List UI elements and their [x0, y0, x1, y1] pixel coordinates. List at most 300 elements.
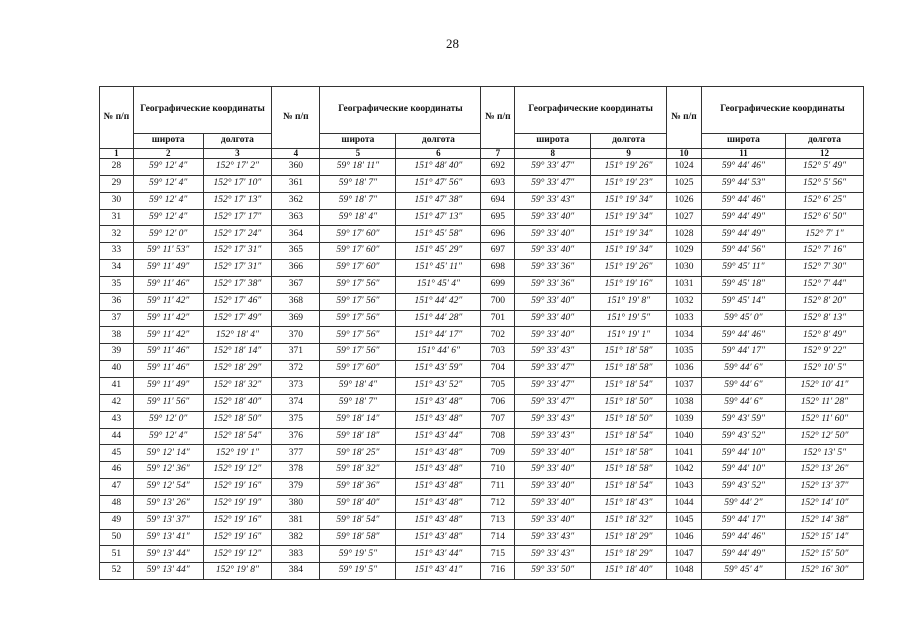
table-row	[100, 512, 864, 529]
point-number-cell: 695	[481, 209, 515, 226]
longitude-cell: 152° 18′ 50″	[203, 411, 272, 428]
latitude-cell: 59° 33′ 40″	[515, 209, 591, 226]
point-number-cell: 698	[481, 260, 515, 277]
point-number-cell: 33	[100, 243, 134, 260]
longitude-cell: 151° 45′ 11″	[396, 260, 481, 277]
point-number-cell: 36	[100, 293, 134, 310]
point-number-cell: 30	[100, 192, 134, 209]
latitude-cell: 59° 12′ 4″	[133, 192, 203, 209]
latitude-cell: 59° 17′ 60″	[320, 260, 396, 277]
longitude-cell: 152° 7′ 1″	[785, 226, 863, 243]
point-number-cell: 1047	[667, 546, 702, 563]
latitude-cell: 59° 33′ 40″	[515, 512, 591, 529]
latitude-cell: 59° 18′ 25″	[320, 445, 396, 462]
point-number-cell: 706	[481, 394, 515, 411]
latitude-cell: 59° 33′ 43″	[515, 411, 591, 428]
latitude-cell: 59° 17′ 56″	[320, 327, 396, 344]
latitude-cell: 59° 33′ 47″	[515, 377, 591, 394]
longitude-cell: 151° 19′ 8″	[591, 293, 667, 310]
point-number-cell: 28	[100, 159, 134, 176]
longitude-cell: 152° 19′ 16″	[203, 479, 272, 496]
latitude-cell: 59° 44′ 17″	[701, 344, 785, 361]
latitude-cell: 59° 33′ 40″	[515, 462, 591, 479]
longitude-cell: 152° 10′ 41″	[785, 377, 863, 394]
longitude-header: долгота	[396, 134, 481, 149]
point-number-cell: 32	[100, 226, 134, 243]
longitude-cell: 151° 47′ 38″	[396, 192, 481, 209]
point-number-cell: 692	[481, 159, 515, 176]
latitude-cell: 59° 44′ 6″	[701, 394, 785, 411]
number-header: № п/п	[272, 87, 320, 149]
point-number-cell: 362	[272, 192, 320, 209]
latitude-header: широта	[320, 134, 396, 149]
longitude-cell: 152° 18′ 32″	[203, 377, 272, 394]
point-number-cell: 41	[100, 377, 134, 394]
latitude-cell: 59° 12′ 36″	[133, 462, 203, 479]
point-number-cell: 1042	[667, 462, 702, 479]
longitude-cell: 152° 6′ 50″	[785, 209, 863, 226]
latitude-cell: 59° 19′ 5″	[320, 546, 396, 563]
table-row	[100, 192, 864, 209]
latitude-header: широта	[515, 134, 591, 149]
point-number-cell: 46	[100, 462, 134, 479]
latitude-cell: 59° 45′ 14″	[701, 293, 785, 310]
column-number: 11	[701, 149, 785, 159]
longitude-header: долгота	[785, 134, 863, 149]
latitude-cell: 59° 44′ 46″	[701, 159, 785, 176]
longitude-cell: 152° 7′ 30″	[785, 260, 863, 277]
longitude-cell: 151° 44′ 42″	[396, 293, 481, 310]
longitude-cell: 151° 18′ 54″	[591, 479, 667, 496]
point-number-cell: 705	[481, 377, 515, 394]
point-number-cell: 707	[481, 411, 515, 428]
column-number: 5	[320, 149, 396, 159]
latitude-cell: 59° 18′ 4″	[320, 377, 396, 394]
point-number-cell: 1046	[667, 529, 702, 546]
point-number-cell: 1043	[667, 479, 702, 496]
latitude-cell: 59° 18′ 54″	[320, 512, 396, 529]
point-number-cell: 1040	[667, 428, 702, 445]
longitude-cell: 152° 14′ 38″	[785, 512, 863, 529]
longitude-cell: 152° 17′ 31″	[203, 260, 272, 277]
longitude-cell: 151° 44′ 17″	[396, 327, 481, 344]
latitude-cell: 59° 43′ 52″	[701, 428, 785, 445]
point-number-cell: 1039	[667, 411, 702, 428]
latitude-cell: 59° 33′ 36″	[515, 276, 591, 293]
point-number-cell: 51	[100, 546, 134, 563]
point-number-cell: 1031	[667, 276, 702, 293]
latitude-cell: 59° 13′ 41″	[133, 529, 203, 546]
point-number-cell: 696	[481, 226, 515, 243]
geo-coords-header: Географические координаты	[133, 87, 271, 134]
longitude-cell: 151° 18′ 50″	[591, 394, 667, 411]
latitude-cell: 59° 33′ 36″	[515, 260, 591, 277]
point-number-cell: 715	[481, 546, 515, 563]
point-number-cell: 381	[272, 512, 320, 529]
latitude-cell: 59° 33′ 43″	[515, 546, 591, 563]
number-header: № п/п	[481, 87, 515, 149]
point-number-cell: 384	[272, 563, 320, 580]
latitude-cell: 59° 44′ 49″	[701, 226, 785, 243]
latitude-cell: 59° 12′ 14″	[133, 445, 203, 462]
latitude-cell: 59° 11′ 56″	[133, 394, 203, 411]
latitude-cell: 59° 44′ 46″	[701, 327, 785, 344]
point-number-cell: 37	[100, 310, 134, 327]
longitude-header: долгота	[203, 134, 272, 149]
point-number-cell: 363	[272, 209, 320, 226]
latitude-cell: 59° 11′ 42″	[133, 327, 203, 344]
point-number-cell: 364	[272, 226, 320, 243]
table-row	[100, 209, 864, 226]
latitude-cell: 59° 18′ 11″	[320, 159, 396, 176]
point-number-cell: 704	[481, 361, 515, 378]
latitude-cell: 59° 19′ 5″	[320, 563, 396, 580]
longitude-cell: 151° 18′ 58″	[591, 344, 667, 361]
longitude-cell: 152° 7′ 16″	[785, 243, 863, 260]
longitude-cell: 151° 18′ 29″	[591, 529, 667, 546]
table-row	[100, 428, 864, 445]
point-number-cell: 697	[481, 243, 515, 260]
point-number-cell: 1038	[667, 394, 702, 411]
latitude-cell: 59° 13′ 37″	[133, 512, 203, 529]
table-row	[100, 293, 864, 310]
latitude-cell: 59° 11′ 46″	[133, 344, 203, 361]
point-number-cell: 716	[481, 563, 515, 580]
point-number-cell: 1036	[667, 361, 702, 378]
latitude-cell: 59° 33′ 40″	[515, 226, 591, 243]
point-number-cell: 383	[272, 546, 320, 563]
longitude-cell: 151° 43′ 48″	[396, 462, 481, 479]
point-number-cell: 1033	[667, 310, 702, 327]
longitude-cell: 152° 18′ 14″	[203, 344, 272, 361]
point-number-cell: 699	[481, 276, 515, 293]
latitude-cell: 59° 18′ 14″	[320, 411, 396, 428]
longitude-cell: 152° 17′ 24″	[203, 226, 272, 243]
point-number-cell: 709	[481, 445, 515, 462]
point-number-cell: 379	[272, 479, 320, 496]
latitude-cell: 59° 12′ 4″	[133, 159, 203, 176]
point-number-cell: 52	[100, 563, 134, 580]
latitude-cell: 59° 44′ 6″	[701, 361, 785, 378]
point-number-cell: 1029	[667, 243, 702, 260]
latitude-cell: 59° 33′ 43″	[515, 344, 591, 361]
longitude-cell: 151° 45′ 29″	[396, 243, 481, 260]
point-number-cell: 29	[100, 175, 134, 192]
longitude-cell: 152° 17′ 38″	[203, 276, 272, 293]
table-row	[100, 479, 864, 496]
point-number-cell: 371	[272, 344, 320, 361]
page-number: 28	[446, 36, 459, 51]
latitude-cell: 59° 45′ 0″	[701, 310, 785, 327]
latitude-cell: 59° 18′ 7″	[320, 394, 396, 411]
latitude-cell: 59° 11′ 49″	[133, 260, 203, 277]
longitude-cell: 151° 43′ 44″	[396, 546, 481, 563]
point-number-cell: 360	[272, 159, 320, 176]
latitude-cell: 59° 33′ 50″	[515, 563, 591, 580]
longitude-cell: 152° 15′ 14″	[785, 529, 863, 546]
coordinates-table	[99, 86, 864, 580]
point-number-cell: 694	[481, 192, 515, 209]
latitude-cell: 59° 12′ 54″	[133, 479, 203, 496]
point-number-cell: 374	[272, 394, 320, 411]
longitude-cell: 151° 48′ 40″	[396, 159, 481, 176]
point-number-cell: 48	[100, 495, 134, 512]
point-number-cell: 365	[272, 243, 320, 260]
longitude-cell: 151° 44′ 6″	[396, 344, 481, 361]
point-number-cell: 714	[481, 529, 515, 546]
column-number: 1	[100, 149, 134, 159]
longitude-cell: 151° 43′ 48″	[396, 529, 481, 546]
longitude-cell: 152° 9′ 22″	[785, 344, 863, 361]
longitude-cell: 151° 19′ 16″	[591, 276, 667, 293]
latitude-cell: 59° 45′ 11″	[701, 260, 785, 277]
point-number-cell: 1044	[667, 495, 702, 512]
table-row	[100, 563, 864, 580]
point-number-cell: 361	[272, 175, 320, 192]
longitude-cell: 151° 18′ 29″	[591, 546, 667, 563]
latitude-cell: 59° 17′ 56″	[320, 276, 396, 293]
latitude-cell: 59° 45′ 18″	[701, 276, 785, 293]
longitude-cell: 152° 16′ 30″	[785, 563, 863, 580]
table-row	[100, 462, 864, 479]
longitude-cell: 152° 19′ 16″	[203, 512, 272, 529]
latitude-cell: 59° 11′ 42″	[133, 293, 203, 310]
longitude-cell: 152° 5′ 56″	[785, 175, 863, 192]
geo-coords-header: Географические координаты	[701, 87, 863, 134]
longitude-cell: 152° 11′ 60″	[785, 411, 863, 428]
latitude-cell: 59° 33′ 47″	[515, 361, 591, 378]
longitude-cell: 151° 43′ 48″	[396, 495, 481, 512]
longitude-cell: 152° 19′ 8″	[203, 563, 272, 580]
longitude-cell: 151° 18′ 40″	[591, 563, 667, 580]
longitude-cell: 152° 17′ 13″	[203, 192, 272, 209]
latitude-cell: 59° 44′ 49″	[701, 209, 785, 226]
table-row	[100, 344, 864, 361]
longitude-cell: 151° 19′ 34″	[591, 209, 667, 226]
table-row	[100, 445, 864, 462]
column-number: 4	[272, 149, 320, 159]
latitude-cell: 59° 33′ 43″	[515, 529, 591, 546]
latitude-cell: 59° 11′ 42″	[133, 310, 203, 327]
latitude-cell: 59° 12′ 0″	[133, 411, 203, 428]
longitude-cell: 152° 18′ 40″	[203, 394, 272, 411]
point-number-cell: 710	[481, 462, 515, 479]
point-number-cell: 701	[481, 310, 515, 327]
table-row	[100, 529, 864, 546]
latitude-cell: 59° 18′ 4″	[320, 209, 396, 226]
point-number-cell: 44	[100, 428, 134, 445]
latitude-cell: 59° 33′ 40″	[515, 327, 591, 344]
latitude-cell: 59° 44′ 56″	[701, 243, 785, 260]
point-number-cell: 45	[100, 445, 134, 462]
latitude-cell: 59° 17′ 56″	[320, 344, 396, 361]
longitude-cell: 151° 43′ 48″	[396, 394, 481, 411]
point-number-cell: 1032	[667, 293, 702, 310]
latitude-header: широта	[701, 134, 785, 149]
longitude-cell: 151° 18′ 58″	[591, 361, 667, 378]
longitude-header: долгота	[591, 134, 667, 149]
longitude-cell: 152° 14′ 10″	[785, 495, 863, 512]
longitude-cell: 151° 19′ 26″	[591, 260, 667, 277]
longitude-cell: 152° 19′ 19″	[203, 495, 272, 512]
column-number: 3	[203, 149, 272, 159]
latitude-cell: 59° 44′ 49″	[701, 546, 785, 563]
longitude-cell: 152° 8′ 20″	[785, 293, 863, 310]
point-number-cell: 1048	[667, 563, 702, 580]
latitude-cell: 59° 33′ 40″	[515, 243, 591, 260]
table-row	[100, 361, 864, 378]
latitude-cell: 59° 33′ 40″	[515, 495, 591, 512]
longitude-cell: 152° 15′ 50″	[785, 546, 863, 563]
table-row	[100, 546, 864, 563]
point-number-cell: 1025	[667, 175, 702, 192]
latitude-cell: 59° 18′ 58″	[320, 529, 396, 546]
longitude-cell: 151° 43′ 52″	[396, 377, 481, 394]
table-row	[100, 310, 864, 327]
longitude-cell: 152° 13′ 5″	[785, 445, 863, 462]
point-number-cell: 1035	[667, 344, 702, 361]
longitude-cell: 151° 19′ 5″	[591, 310, 667, 327]
longitude-cell: 151° 18′ 43″	[591, 495, 667, 512]
longitude-cell: 151° 19′ 26″	[591, 159, 667, 176]
latitude-cell: 59° 33′ 47″	[515, 175, 591, 192]
table-row	[100, 260, 864, 277]
longitude-cell: 151° 19′ 1″	[591, 327, 667, 344]
point-number-cell: 1027	[667, 209, 702, 226]
longitude-cell: 151° 43′ 48″	[396, 479, 481, 496]
longitude-cell: 152° 17′ 46″	[203, 293, 272, 310]
longitude-cell: 151° 45′ 58″	[396, 226, 481, 243]
longitude-cell: 152° 8′ 13″	[785, 310, 863, 327]
column-number: 6	[396, 149, 481, 159]
longitude-cell: 152° 18′ 4″	[203, 327, 272, 344]
latitude-cell: 59° 13′ 26″	[133, 495, 203, 512]
point-number-cell: 35	[100, 276, 134, 293]
latitude-cell: 59° 17′ 56″	[320, 293, 396, 310]
number-header: № п/п	[100, 87, 134, 149]
point-number-cell: 1024	[667, 159, 702, 176]
latitude-cell: 59° 44′ 2″	[701, 495, 785, 512]
table-row	[100, 411, 864, 428]
latitude-cell: 59° 44′ 10″	[701, 462, 785, 479]
column-number: 12	[785, 149, 863, 159]
longitude-cell: 152° 17′ 49″	[203, 310, 272, 327]
point-number-cell: 373	[272, 377, 320, 394]
longitude-cell: 152° 17′ 10″	[203, 175, 272, 192]
latitude-cell: 59° 18′ 40″	[320, 495, 396, 512]
point-number-cell: 43	[100, 411, 134, 428]
longitude-cell: 151° 43′ 59″	[396, 361, 481, 378]
latitude-cell: 59° 18′ 36″	[320, 479, 396, 496]
longitude-cell: 151° 18′ 54″	[591, 428, 667, 445]
table-row	[100, 394, 864, 411]
point-number-cell: 38	[100, 327, 134, 344]
longitude-cell: 152° 18′ 54″	[203, 428, 272, 445]
point-number-cell: 1037	[667, 377, 702, 394]
table-row	[100, 276, 864, 293]
longitude-cell: 151° 18′ 50″	[591, 411, 667, 428]
longitude-cell: 151° 18′ 58″	[591, 445, 667, 462]
latitude-cell: 59° 12′ 4″	[133, 175, 203, 192]
point-number-cell: 1034	[667, 327, 702, 344]
point-number-cell: 703	[481, 344, 515, 361]
latitude-cell: 59° 12′ 0″	[133, 226, 203, 243]
latitude-cell: 59° 11′ 49″	[133, 377, 203, 394]
point-number-cell: 377	[272, 445, 320, 462]
table-row	[100, 175, 864, 192]
table-row	[100, 327, 864, 344]
longitude-cell: 152° 19′ 12″	[203, 462, 272, 479]
longitude-cell: 151° 19′ 23″	[591, 175, 667, 192]
point-number-cell: 49	[100, 512, 134, 529]
latitude-cell: 59° 33′ 40″	[515, 293, 591, 310]
point-number-cell: 1041	[667, 445, 702, 462]
latitude-cell: 59° 44′ 17″	[701, 512, 785, 529]
latitude-cell: 59° 11′ 46″	[133, 276, 203, 293]
longitude-cell: 152° 19′ 12″	[203, 546, 272, 563]
point-number-cell: 1045	[667, 512, 702, 529]
longitude-cell: 151° 43′ 48″	[396, 411, 481, 428]
column-number: 7	[481, 149, 515, 159]
latitude-cell: 59° 17′ 56″	[320, 310, 396, 327]
column-number: 2	[133, 149, 203, 159]
latitude-cell: 59° 18′ 7″	[320, 192, 396, 209]
longitude-cell: 151° 18′ 58″	[591, 462, 667, 479]
table-row	[100, 226, 864, 243]
point-number-cell: 372	[272, 361, 320, 378]
point-number-cell: 366	[272, 260, 320, 277]
latitude-cell: 59° 11′ 53″	[133, 243, 203, 260]
latitude-cell: 59° 13′ 44″	[133, 563, 203, 580]
point-number-cell: 34	[100, 260, 134, 277]
column-number: 10	[667, 149, 702, 159]
longitude-cell: 151° 45′ 4″	[396, 276, 481, 293]
latitude-cell: 59° 33′ 47″	[515, 159, 591, 176]
latitude-cell: 59° 44′ 10″	[701, 445, 785, 462]
latitude-cell: 59° 33′ 43″	[515, 428, 591, 445]
point-number-cell: 702	[481, 327, 515, 344]
latitude-cell: 59° 17′ 60″	[320, 361, 396, 378]
point-number-cell: 40	[100, 361, 134, 378]
longitude-cell: 152° 17′ 31″	[203, 243, 272, 260]
latitude-cell: 59° 44′ 46″	[701, 192, 785, 209]
geo-coords-header: Географические координаты	[515, 87, 667, 134]
point-number-cell: 1028	[667, 226, 702, 243]
point-number-cell: 370	[272, 327, 320, 344]
longitude-cell: 152° 18′ 29″	[203, 361, 272, 378]
point-number-cell: 700	[481, 293, 515, 310]
latitude-cell: 59° 12′ 4″	[133, 428, 203, 445]
point-number-cell: 368	[272, 293, 320, 310]
longitude-cell: 152° 10′ 5″	[785, 361, 863, 378]
point-number-cell: 50	[100, 529, 134, 546]
latitude-cell: 59° 33′ 40″	[515, 479, 591, 496]
point-number-cell: 713	[481, 512, 515, 529]
point-number-cell: 369	[272, 310, 320, 327]
point-number-cell: 711	[481, 479, 515, 496]
point-number-cell: 47	[100, 479, 134, 496]
point-number-cell: 382	[272, 529, 320, 546]
latitude-cell: 59° 13′ 44″	[133, 546, 203, 563]
table-row	[100, 495, 864, 512]
latitude-cell: 59° 44′ 46″	[701, 529, 785, 546]
longitude-cell: 152° 7′ 44″	[785, 276, 863, 293]
latitude-header: широта	[133, 134, 203, 149]
point-number-cell: 380	[272, 495, 320, 512]
latitude-cell: 59° 11′ 46″	[133, 361, 203, 378]
longitude-cell: 151° 19′ 34″	[591, 243, 667, 260]
longitude-cell: 152° 13′ 37″	[785, 479, 863, 496]
